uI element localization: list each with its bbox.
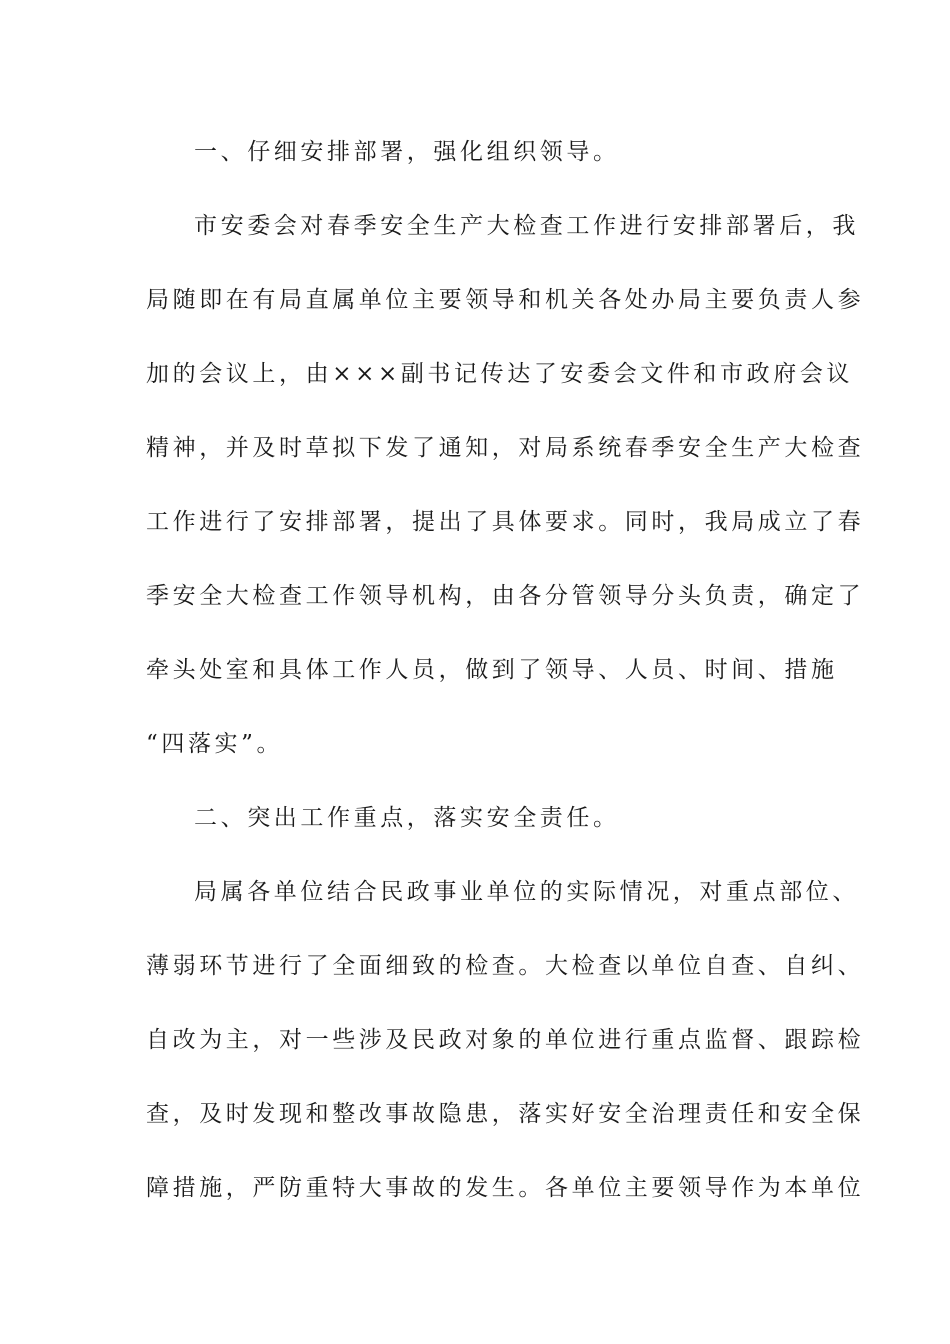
paragraph-line: 障措施，严防重特大事故的发生。各单位主要领导作为本单位 xyxy=(146,1175,865,1201)
paragraph-line: 局属各单位结合民政事业单位的实际情况，对重点部位、 xyxy=(194,879,859,905)
paragraph-line: 局随即在有局直属单位主要领导和机关各处办局主要负责人参 xyxy=(146,287,865,313)
section-heading-2: 二、突出工作重点，落实安全责任。 xyxy=(194,805,620,831)
paragraph-line: 查，及时发现和整改事故隐患，落实好安全治理责任和安全保 xyxy=(146,1101,865,1127)
paragraph-line: 牵头处室和具体工作人员，做到了领导、人员、时间、措施 xyxy=(146,657,838,683)
paragraph-line: 自改为主，对一些涉及民政对象的单位进行重点监督、跟踪检 xyxy=(146,1027,865,1053)
paragraph-line: 薄弱环节进行了全面细致的检查。大检查以单位自查、自纠、 xyxy=(146,953,865,979)
paragraph-line: 季安全大检查工作领导机构，由各分管领导分头负责，确定了 xyxy=(146,583,865,609)
paragraph-line: 工作进行了安排部署，提出了具体要求。同时，我局成立了春 xyxy=(146,509,865,535)
paragraph-line: 加的会议上，由×××副书记传达了安委会文件和市政府会议 xyxy=(146,361,854,387)
section-heading-1: 一、仔细安排部署，强化组织领导。 xyxy=(194,139,620,165)
paragraph-line: 市安委会对春季安全生产大检查工作进行安排部署后，我 xyxy=(194,213,859,239)
paragraph-line: “四落实”。 xyxy=(146,731,284,757)
paragraph-line: 精神，并及时草拟下发了通知，对局系统春季安全生产大检查 xyxy=(146,435,865,461)
